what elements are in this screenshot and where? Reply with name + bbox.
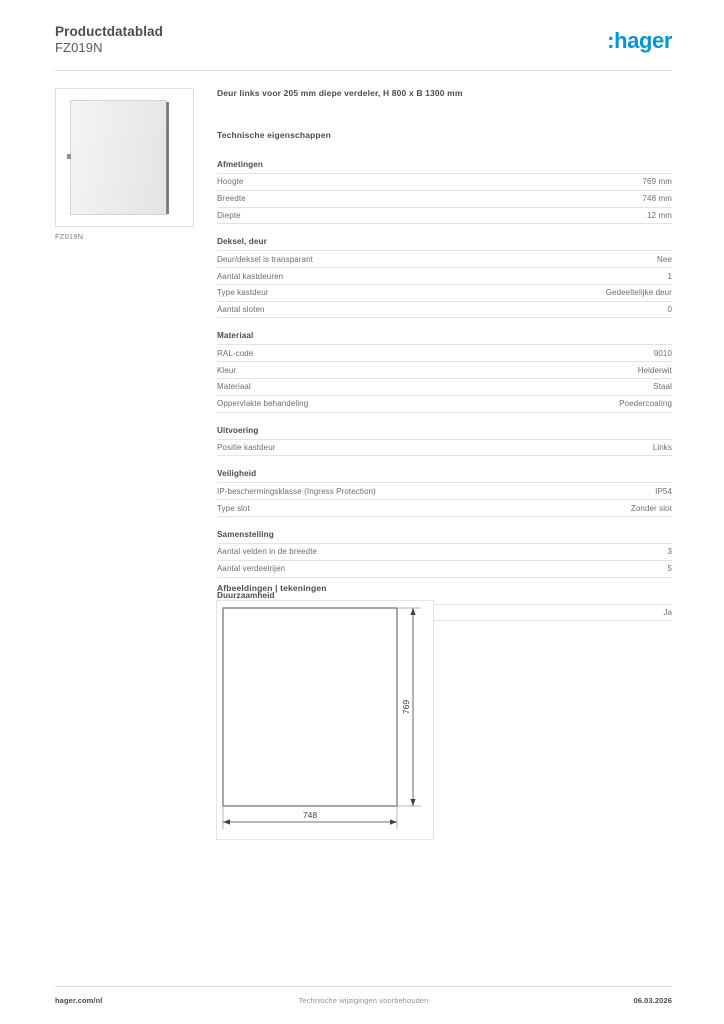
door-edge-graphic: [166, 102, 169, 214]
spec-value: Links: [652, 442, 672, 452]
drawings-heading: Afbeeldingen | tekeningen: [217, 583, 327, 593]
spec-label: Type kastdeur: [217, 288, 269, 298]
spec-group-title: Duurzaamheid: [217, 591, 672, 605]
spec-row: [217, 561, 672, 578]
technical-drawing-svg: [217, 601, 431, 837]
spec-group-title: Deksel, deur: [217, 237, 672, 251]
page-footer: [55, 996, 672, 1010]
spec-label: Breedte: [217, 194, 246, 204]
footer-date: 06.03.2026: [633, 996, 672, 1005]
spec-value: 12 mm: [647, 210, 672, 220]
spec-value: 9010: [653, 348, 672, 358]
spec-value: 748 mm: [642, 194, 672, 204]
hager-logo: :hager: [607, 28, 672, 53]
spec-group-title: Veiligheid: [217, 469, 672, 483]
spec-label: RAL-code: [217, 348, 254, 358]
spec-group: [217, 160, 672, 224]
spec-group: [217, 237, 672, 318]
spec-value: IP54: [655, 486, 672, 496]
spec-row: [217, 302, 672, 319]
product-description: Deur links voor 205 mm diepe verdeler, H 800 x B 1300 mm: [217, 88, 463, 98]
spec-label: Diepte: [217, 210, 241, 220]
spec-group-title: Materiaal: [217, 331, 672, 345]
spec-value: Poedercoating: [619, 399, 672, 409]
product-model: FZ019N: [55, 40, 103, 55]
spec-value: Nee: [657, 254, 672, 264]
spec-group: [217, 426, 672, 457]
spec-label: IP-beschermingsklasse (Ingress Protection): [217, 486, 376, 496]
spec-label: Deur/deksel is transparant: [217, 254, 313, 264]
height-arrow-bottom: [410, 799, 415, 806]
spec-group-title: Samenstelling: [217, 530, 672, 544]
technical-properties-heading: Technische eigenschappen: [217, 130, 331, 140]
product-image-caption: FZ019N: [55, 232, 84, 241]
spec-group-title: Uitvoering: [217, 426, 672, 440]
spec-value: 1: [667, 271, 672, 281]
spec-group-title: Afmetingen: [217, 160, 672, 174]
header-divider: [55, 70, 672, 71]
door-hinge-graphic: [67, 154, 71, 159]
spec-row: [217, 208, 672, 225]
spec-label: Kleur: [217, 365, 237, 375]
spec-label: Aantal sloten: [217, 305, 265, 315]
spec-row: [217, 251, 672, 268]
drawing-outline-rect: [223, 608, 397, 806]
specifications-column: [217, 88, 672, 634]
height-dimension-label: 769: [401, 699, 411, 715]
spec-row: [217, 483, 672, 500]
spec-label: Hoogte: [217, 177, 244, 187]
door-panel-graphic: [70, 100, 167, 215]
footer-disclaimer: Technische wijzigingen voorbehouden: [298, 996, 429, 1005]
footer-website[interactable]: hager.com/nl: [55, 996, 103, 1005]
height-arrow-top: [410, 608, 415, 615]
spec-groups: [217, 160, 672, 621]
spec-row: [217, 345, 672, 362]
spec-row: [217, 379, 672, 396]
spec-group: [217, 530, 672, 578]
spec-value: Zonder slot: [630, 503, 672, 513]
spec-value: 5: [667, 564, 672, 574]
spec-row: [217, 174, 672, 191]
product-image: [55, 88, 194, 227]
page-header: [55, 24, 672, 64]
spec-row: [217, 191, 672, 208]
spec-value: Helderwit: [637, 365, 672, 375]
spec-label: Aantal velden in de breedte: [217, 547, 318, 557]
spec-value: Staal: [653, 382, 672, 392]
spec-row: [217, 268, 672, 285]
spec-row: [217, 396, 672, 413]
spec-value: 0: [667, 305, 672, 315]
width-arrow-left: [223, 819, 230, 824]
spec-label: Positie kastdeur: [217, 442, 276, 452]
technical-drawing: [216, 600, 434, 840]
spec-value: Ja: [663, 607, 672, 617]
spec-label: Type slot: [217, 503, 250, 513]
spec-value: 769 mm: [642, 177, 672, 187]
spec-group: [217, 469, 672, 517]
spec-group: [217, 331, 672, 412]
spec-value: 3: [667, 547, 672, 557]
spec-label: Materiaal: [217, 382, 251, 392]
spec-value: Gedeeltelijke deur: [605, 288, 672, 298]
width-dimension-label: 748: [302, 810, 318, 820]
spec-label: Aantal kastdeuren: [217, 271, 284, 281]
spec-row: [217, 440, 672, 457]
footer-divider: [55, 986, 672, 987]
width-arrow-right: [390, 819, 397, 824]
spec-row: [217, 500, 672, 517]
spec-row: [217, 285, 672, 302]
spec-label: Aantal verdeelrijen: [217, 564, 286, 574]
spec-row: [217, 544, 672, 561]
spec-label: Oppervlakte behandeling: [217, 399, 309, 409]
page-title: Productdatablad: [55, 24, 164, 39]
spec-row: [217, 362, 672, 379]
